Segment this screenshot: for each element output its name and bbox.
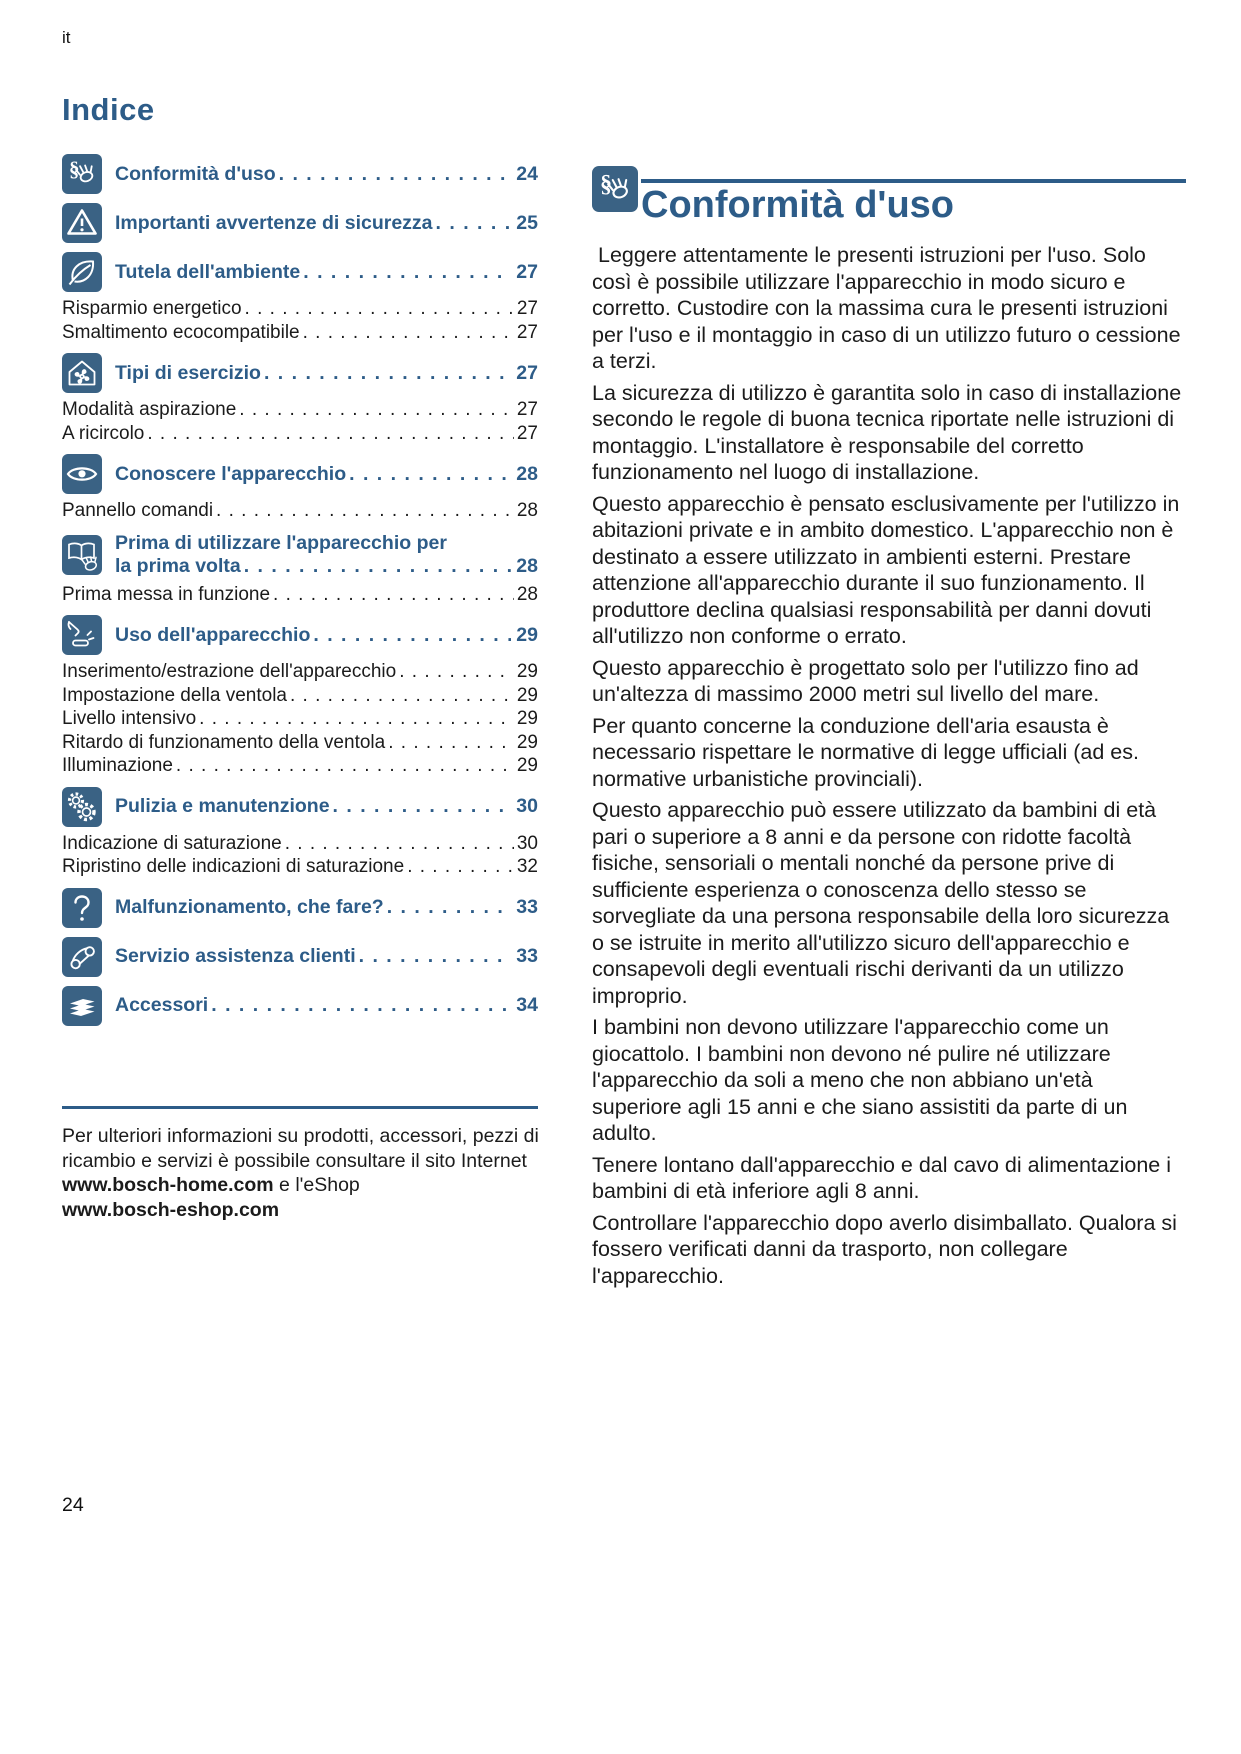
toc-entry-page: 27 <box>516 260 538 283</box>
footer-text: Per ulteriori informazioni su prodotti, accessori, pezzi di ricambio e servizi è possibile consultare il sito Internet <box>62 1125 539 1172</box>
toc-entry-page: 28 <box>516 554 538 577</box>
dot-leader <box>244 555 512 578</box>
toc-list <box>62 154 538 1026</box>
dot-leader <box>176 754 514 778</box>
toc-entry[interactable] <box>62 154 538 194</box>
toc-entry-body <box>115 624 538 647</box>
divider-rule <box>62 1106 538 1109</box>
article-paragraph: La sicurezza di utilizzo è garantita solo in caso di installazione secondo le regole di buona tecnica riportate nelle istruzioni di montaggio. L'installatore è responsabile del corretto funzionamento nel luogo di installazione. <box>592 380 1188 484</box>
toc-subentry-page: 27 <box>516 321 538 343</box>
toc-subentry-page: 29 <box>516 684 538 706</box>
dot-leader <box>216 499 514 523</box>
toc-entry-label: Conformità d'uso <box>115 162 276 185</box>
toc-sub-list <box>62 398 538 445</box>
toc-entry-label: Uso dell'apparecchio <box>115 623 311 646</box>
toc-entry[interactable] <box>62 532 538 578</box>
toc-entry-page: 29 <box>516 623 538 646</box>
dot-leader <box>264 362 511 385</box>
toc-entry-label: Prima di utilizzare l'apparecchio per <box>115 531 447 554</box>
toc-subentry-label: Smaltimento ecocompatibile <box>62 321 300 343</box>
article-title-rule <box>641 179 1186 227</box>
dot-leader <box>303 321 514 345</box>
toc-entry[interactable] <box>62 937 538 977</box>
toc-entry-page: 27 <box>516 361 538 384</box>
article-paragraph: Questo apparecchio è progettato solo per l'utilizzo fino ad un'altezza di massimo 2000 metri sul livello del mare. <box>592 655 1145 706</box>
toc-sub-list <box>62 499 538 523</box>
dot-leader <box>313 624 511 647</box>
toc-subentry-label: Impostazione della ventola <box>62 684 287 706</box>
toc-entry-body <box>115 795 538 818</box>
toc-subentry[interactable] <box>62 422 538 446</box>
toc-subentry-page: 29 <box>516 708 538 729</box>
eye-icon <box>62 454 102 494</box>
toc-entry[interactable] <box>62 454 538 494</box>
toc-entry-label: Accessori <box>115 994 209 1016</box>
toc-subentry-label: Modalità aspirazione <box>62 399 237 420</box>
language-marker: it <box>62 28 71 47</box>
toc-entry-page: 24 <box>516 162 538 185</box>
toc-subentry-label: Risparmio energetico <box>62 298 242 319</box>
dot-leader <box>285 832 514 856</box>
toc-subentry-page: 27 <box>516 399 538 420</box>
toc-subentry-label: A ricircolo <box>62 422 145 444</box>
dot-leader <box>388 731 514 755</box>
toc-subentry[interactable] <box>62 499 538 523</box>
toc-sub-list <box>62 832 538 879</box>
toc-subentry-label: Ritardo di funzionamento della ventola <box>62 731 386 753</box>
toc-entry-body <box>115 532 538 578</box>
toc-subentry[interactable] <box>62 321 538 345</box>
toc-entry-label: Tipi di esercizio <box>115 361 261 384</box>
book-hand-icon <box>62 535 102 575</box>
toc-entry-body <box>115 463 538 486</box>
toc-subentry[interactable] <box>62 660 538 684</box>
toc-entry-label: Conoscere l'apparecchio <box>115 462 347 485</box>
toc-column <box>62 92 538 1026</box>
article-paragraph: Controllare l'apparecchio dopo averlo disimballato. Qualora si fossero verificati danni da trasporto, non collegare l'apparecchio. <box>592 1210 1183 1288</box>
toc-entry[interactable] <box>62 787 538 827</box>
toc-subentry-label: Pannello comandi <box>62 500 214 521</box>
toc-entry[interactable] <box>62 615 538 655</box>
dot-leader <box>333 795 512 818</box>
toc-subentry-page: 29 <box>516 755 538 776</box>
toc-subentry-page: 29 <box>516 661 538 682</box>
toc-entry-page: 30 <box>516 795 538 817</box>
article-paragraph: I bambini non devono utilizzare l'apparecchio come un giocattolo. I bambini non devono né pulire né utilizzare l'apparecchio da soli a meno che non abbiano un'età superiore agli 15 anni e che siano assistiti da parte di un adulto. <box>592 1015 1134 1145</box>
dot-leader <box>303 261 511 284</box>
toc-subentry-label: Illuminazione <box>62 755 173 776</box>
footer-note <box>62 1124 542 1222</box>
dot-leader <box>399 660 514 684</box>
house-fan-icon <box>62 353 102 393</box>
toc-subentry-label: Ripristino delle indicazioni di saturazione <box>62 856 405 877</box>
toc-subentry-label: Livello intensivo <box>62 708 197 729</box>
website-link[interactable]: www.bosch-eshop.com <box>62 1198 280 1221</box>
phone-icon <box>62 937 102 977</box>
page-number: 24 <box>62 1494 84 1516</box>
toc-subentry-label: Prima messa in funzione <box>62 583 271 605</box>
toc-subentry-page: 27 <box>516 422 538 444</box>
toc-entry-page: 33 <box>516 896 538 918</box>
toc-entry-label: Malfunzionamento, che fare? <box>115 896 384 918</box>
dot-leader <box>290 684 514 708</box>
article-title: Conformità d'uso <box>641 184 955 226</box>
toc-subentry[interactable] <box>62 398 538 422</box>
leaf-icon <box>62 252 102 292</box>
footer-text: e l'eShop <box>273 1174 360 1196</box>
toc-subentry[interactable] <box>62 297 538 321</box>
toc-entry[interactable] <box>62 353 538 393</box>
toc-entry[interactable] <box>62 888 538 928</box>
dot-leader <box>436 212 512 235</box>
website-link[interactable]: www.bosch-home.com <box>62 1174 274 1196</box>
toc-subentry[interactable] <box>62 731 538 755</box>
toc-entry-page: 28 <box>516 462 538 485</box>
dot-leader <box>279 163 512 186</box>
toc-subentry-page: 29 <box>516 731 538 753</box>
paragraph-hand-icon <box>62 154 102 194</box>
hand-press-icon <box>62 615 102 655</box>
toc-entry-page: 25 <box>516 211 538 234</box>
toc-entry-label: Servizio assistenza clienti <box>115 945 356 967</box>
toc-subentry[interactable] <box>62 754 538 778</box>
toc-subentry[interactable] <box>62 832 538 856</box>
toc-entry-body <box>115 163 538 186</box>
article-paragraph: Questo apparecchio è pensato esclusivamente per l'utilizzo in abitazioni private e in ambito domestico. L'apparecchio non è destinato a essere utilizzato in ambienti esterni. Prestare attenzione all'apparecchio durante il suo funzionamento. Il produttore declina qualsiasi responsabilità per danni dovuti all'utilizzo non conforme o errato. <box>592 491 1186 648</box>
dot-leader <box>147 422 514 446</box>
dot-leader <box>239 398 514 422</box>
toc-entry-page: 33 <box>516 945 538 967</box>
toc-subentry-label: Indicazione di saturazione <box>62 832 282 854</box>
svg-text:§: § <box>69 157 80 181</box>
toc-entry-body <box>115 362 538 385</box>
dot-leader <box>407 855 514 879</box>
article-column <box>592 166 1186 1294</box>
toc-entry-label-line2: la prima volta <box>115 554 241 577</box>
dot-leader <box>273 583 514 607</box>
toc-subentry[interactable] <box>62 684 538 708</box>
toc-subentry-label: Inserimento/estrazione dell'apparecchio <box>62 661 397 682</box>
toc-sub-list <box>62 660 538 778</box>
toc-entry-body <box>115 212 538 235</box>
article-paragraph: Leggere attentamente le presenti istruzioni per l'uso. Solo così è possibile utilizzare l'apparecchio in modo sicuro e corretto. Custodire con la massima cura le presenti istruzioni per l'uso e il montaggio in caso di un utilizzo futuro o cessione a terzi. <box>592 243 1187 373</box>
question-mark-icon <box>62 888 102 928</box>
toc-entry[interactable] <box>62 252 538 292</box>
paragraph-hand-icon <box>592 166 638 212</box>
toc-subentry-page: 28 <box>516 500 538 521</box>
gears-icon <box>62 787 102 827</box>
dot-leader <box>211 994 511 1017</box>
article-paragraph: Per quanto concerne la conduzione dell'aria esausta è necessario rispettare le normative di legge ufficiali (ad es. normative urbanistiche provinciali). <box>592 713 1145 791</box>
toc-entry[interactable] <box>62 986 538 1026</box>
article-paragraph: Questo apparecchio può essere utilizzato da bambini di età pari o superiore a 8 anni e da persone con ridotte facoltà fisiche, sensoriali o mentali nonché da persone prive di sufficiente esperienza o conoscenza dello stesso se sorvegliate da una persona responsabile della loro sicurezza o se istruite in merito all'utilizzo sicuro dell'apparecchio e consapevoli degli eventuali rischi derivanti da un utilizzo improprio. <box>592 798 1176 1008</box>
toc-entry-label: Pulizia e manutenzione <box>115 795 330 817</box>
toc-subentry-page: 28 <box>516 583 538 605</box>
toc-sub-list <box>62 583 538 607</box>
svg-text:§: § <box>600 170 613 198</box>
dot-leader <box>387 896 512 919</box>
toc-entry-body <box>115 261 538 284</box>
dot-leader <box>245 297 514 321</box>
toc-subentry-page: 32 <box>516 856 538 877</box>
toc-entry-label: Importanti avvertenze di sicurezza <box>115 211 433 234</box>
dot-leader <box>359 945 512 968</box>
warning-triangle-icon <box>62 203 102 243</box>
toc-subentry-page: 30 <box>516 832 538 854</box>
toc-entry-label: Tutela dell'ambiente <box>115 260 301 283</box>
toc-subentry-page: 27 <box>516 298 538 319</box>
toc-title: Indice <box>62 92 155 127</box>
layers-icon <box>62 986 102 1026</box>
toc-subentry[interactable] <box>62 583 538 607</box>
toc-subentry[interactable] <box>62 707 538 731</box>
article-body <box>592 242 1186 1289</box>
toc-entry-body <box>115 945 538 968</box>
toc-entry-body <box>115 994 538 1017</box>
toc-entry-body <box>115 896 538 919</box>
toc-entry-page: 34 <box>516 994 538 1016</box>
dot-leader <box>349 463 511 486</box>
article-header <box>592 166 1186 227</box>
toc-entry[interactable] <box>62 203 538 243</box>
toc-subentry[interactable] <box>62 855 538 879</box>
toc-sub-list <box>62 297 538 344</box>
article-paragraph: Tenere lontano dall'apparecchio e dal cavo di alimentazione i bambini di età inferiore agli 8 anni. <box>592 1152 1177 1203</box>
dot-leader <box>199 707 514 731</box>
